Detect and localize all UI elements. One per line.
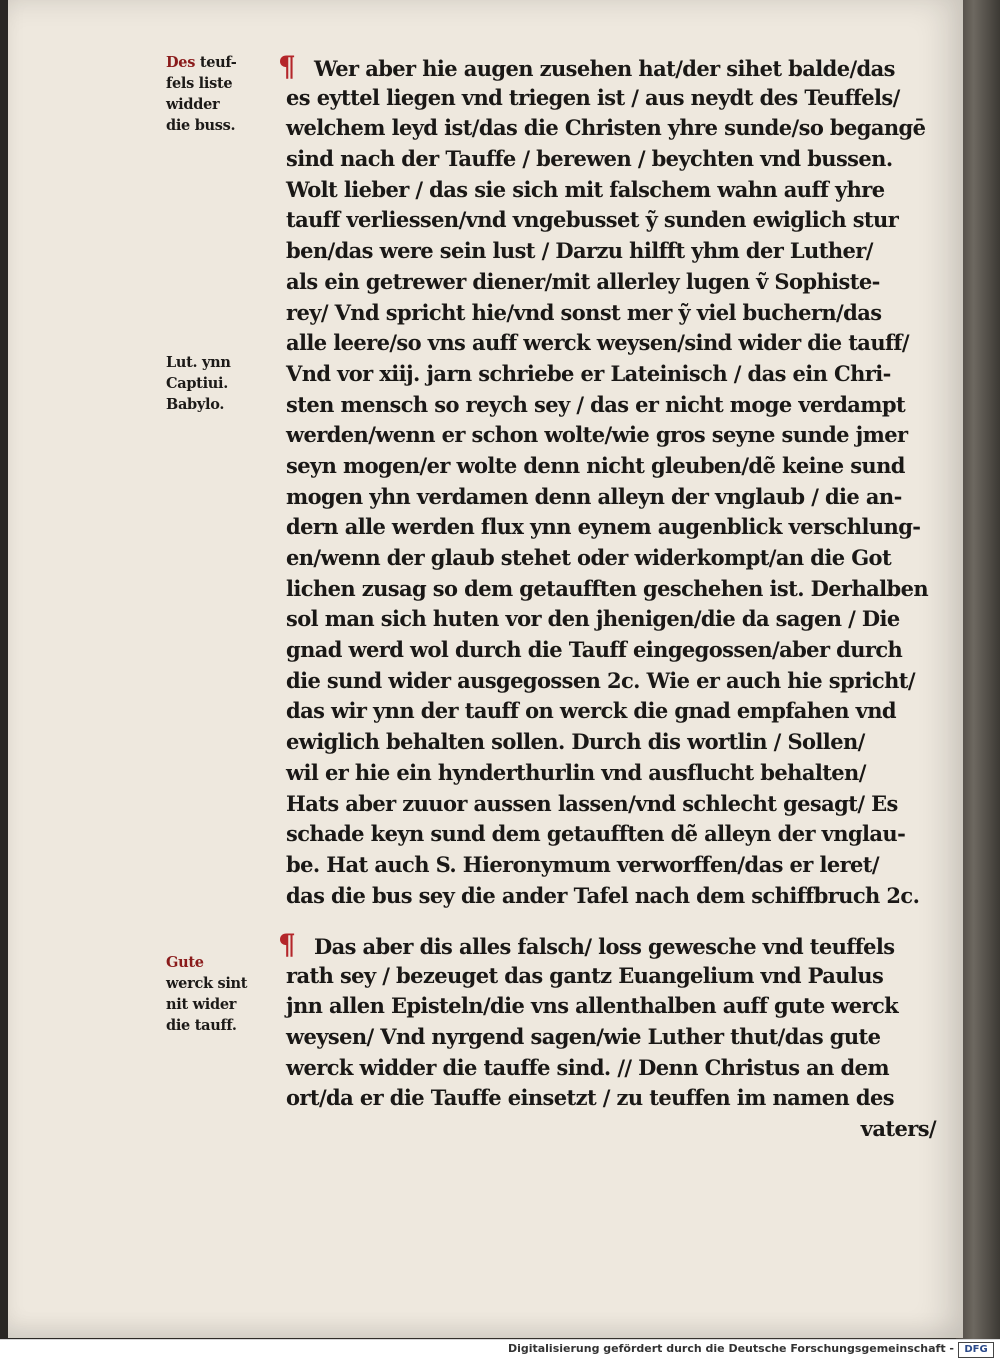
text-line (286, 961, 936, 992)
text-line (278, 928, 936, 961)
line-text: das die bus sey die ander Tafel nach dem schiffbruch 2c. (286, 882, 920, 908)
text-line (286, 696, 936, 727)
margin-note-1-initial: Des (166, 54, 196, 71)
margin-note-3 (166, 952, 264, 1036)
line-text: lichen zusag so dem getaufften geschehen ist. Derhalben (286, 575, 929, 601)
text-line (286, 727, 936, 758)
text-line (286, 83, 936, 114)
margin-note-2 (166, 352, 264, 415)
line-text: werck widder die tauffe sind. // Denn Christus an dem (286, 1054, 889, 1080)
line-text: Hats aber zuuor aussen lassen/vnd schlecht gesagt/ Es (286, 790, 898, 816)
line-text: ort/da er die Tauffe einsetzt / zu teuffen im namen des (286, 1085, 895, 1111)
text-line (286, 359, 936, 390)
text-line (286, 1022, 936, 1053)
text-line (286, 236, 936, 267)
text-line (286, 482, 936, 513)
text-line (286, 850, 936, 881)
line-text: das wir ynn der tauff on werck die gnad empfahen vnd (286, 698, 896, 724)
text-line (286, 1083, 936, 1114)
line-text: Das aber dis alles falsch/ loss gewesche vnd teuffels (314, 934, 895, 959)
text-line (286, 512, 936, 543)
line-text: Wolt lieber / das sie sich mit falschem wahn auff yhre (286, 176, 885, 202)
line-text: welchem leyd ist/das die Christen yhre sunde/so begangē (286, 115, 926, 141)
line-text: alle leere/so vns auff werck weysen/sind wider die tauff/ (286, 330, 909, 356)
paragraph-1 (278, 50, 936, 911)
margin-note-3-text: werck sint nit wider die tauff. (166, 975, 248, 1034)
text-line (286, 298, 936, 329)
line-text: mogen yhn verdamen denn alleyn der vnglaub / die an- (286, 483, 902, 509)
text-line (286, 881, 936, 912)
line-text: sol man sich huten vor den jhenigen/die da sagen / Die (286, 606, 900, 632)
line-text: gnad werd wol durch die Tauff eingegossen/aber durch (286, 637, 903, 663)
line-text: tauff verliessen/vnd vngebusset ỹ sunden ewiglich stur (286, 207, 899, 233)
footer-bar (0, 1339, 1000, 1359)
book-page (8, 0, 963, 1338)
text-line (286, 328, 936, 359)
text-line (286, 205, 936, 236)
line-text: die sund wider ausgegossen 2c. Wie er auch hie spricht/ (286, 667, 915, 693)
line-text: Wer aber hie augen zusehen hat/der sihet balde/das (314, 56, 895, 81)
text-line (286, 819, 936, 850)
line-text: schade keyn sund dem getaufften dẽ alleyn der vnglau- (286, 821, 906, 847)
line-text: wil er hie ein hynderthurlin vnd ausflucht behalten/ (286, 759, 866, 785)
paragraph-mark: ¶ (278, 50, 296, 83)
text-line (278, 50, 936, 83)
text-line (286, 666, 936, 697)
margin-note-2-text: Lut. ynn Captiui. Babylo. (166, 354, 231, 413)
line-text: ben/das were sein lust / Darzu hilfft yhm der Luther/ (286, 238, 873, 264)
line-text: ewiglich behalten sollen. Durch dis wortlin / Sollen/ (286, 729, 865, 755)
line-text: weysen/ Vnd nyrgend sagen/wie Luther thut/das gute (286, 1024, 881, 1050)
line-text: seyn mogen/er wolte denn nicht gleuben/dẽ keine sund (286, 452, 905, 478)
text-line (286, 390, 936, 421)
line-text: Vnd vor xiij. jarn schriebe er Lateinisch / das ein Chri- (286, 360, 891, 386)
catchword: vaters/ (860, 1116, 936, 1142)
margin-note-3-initial: Gute (166, 954, 204, 971)
line-text: rath sey / bezeuget das gantz Euangelium vnd Paulus (286, 962, 884, 988)
text-line (286, 635, 936, 666)
text-line (286, 113, 936, 144)
text-line (286, 420, 936, 451)
line-text: als ein getrewer diener/mit allerley lugen ṽ Sophiste- (286, 268, 880, 294)
text-line (286, 604, 936, 635)
line-text: dern alle werden flux ynn eynem augenblick verschlung- (286, 514, 921, 540)
paragraph-2 (278, 928, 936, 1145)
line-text: be. Hat auch S. Hieronymum verworffen/das er leret/ (286, 851, 879, 877)
line-text: jnn allen Episteln/die vns allenthalben auff gute werck (286, 993, 899, 1019)
text-line (286, 574, 936, 605)
line-text: werden/wenn er schon wolte/wie gros seyne sunde jmer (286, 422, 908, 448)
line-text: es eyttel liegen vnd triegen ist / aus neydt des Teuffels/ (286, 84, 900, 110)
text-line (286, 451, 936, 482)
dfg-logo: DFG (958, 1342, 994, 1358)
paragraph-mark: ¶ (278, 928, 296, 961)
line-text: rey/ Vnd spricht hie/vnd sonst mer ỹ viel buchern/das (286, 299, 882, 325)
text-line (286, 789, 936, 820)
text-line (286, 543, 936, 574)
text-line (286, 267, 936, 298)
text-line (286, 175, 936, 206)
line-text: en/wenn der glaub stehet oder widerkompt/an die Got (286, 545, 892, 570)
margin-note-1 (166, 52, 264, 136)
footer-credit: Digitalisierung gefördert durch die Deutsche Forschungsgemeinschaft - (507, 1342, 954, 1355)
text-line (286, 144, 936, 175)
text-line (286, 1053, 936, 1084)
line-text: sten mensch so reych sey / das er nicht moge verdampt (286, 391, 906, 417)
text-line (286, 991, 936, 1022)
text-line (286, 758, 936, 789)
margin-note-1-text: teuf- fels liste widder die buss. (166, 54, 237, 134)
line-text: sind nach der Tauffe / berewen / beychten vnd bussen. (286, 146, 893, 172)
